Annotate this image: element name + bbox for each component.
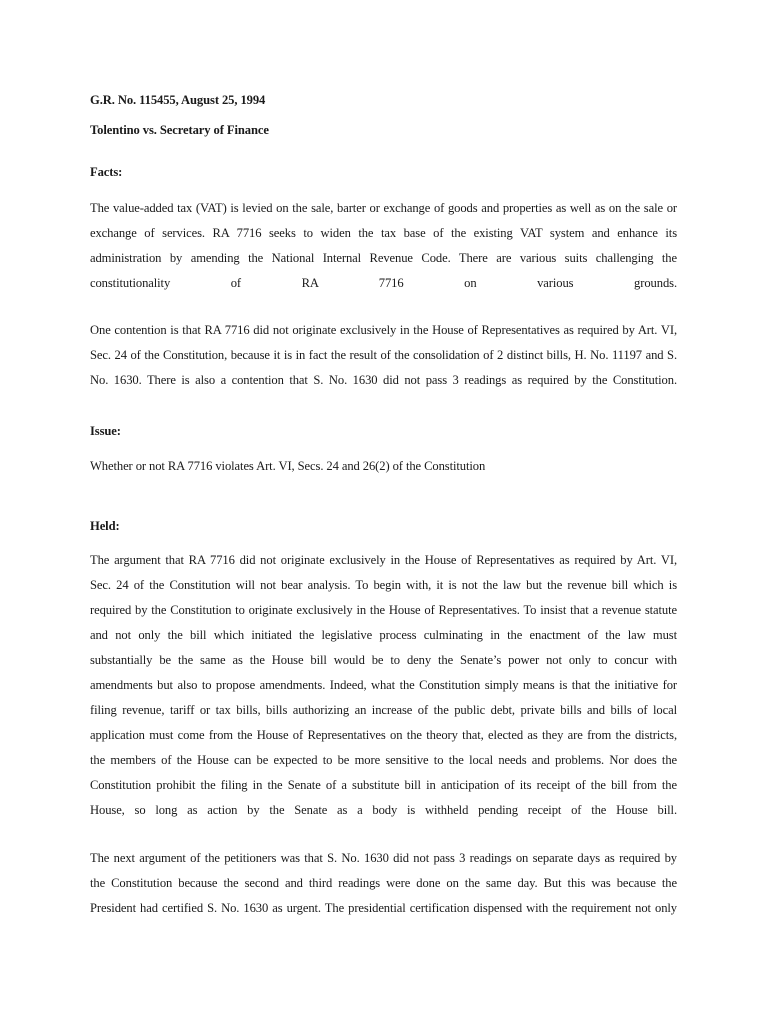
text-line: exchange of services. RA 7716 seeks to widen the tax base of the existing VAT system and enhance its	[90, 226, 677, 240]
facts-heading: Facts:	[90, 165, 123, 179]
text-line: The next argument of the petitioners was that S. No. 1630 did not pass 3 readings on separate days as required by	[90, 851, 677, 865]
issue-text: Whether or not RA 7716 violates Art. VI, Secs. 24 and 26(2) of the Constitution	[90, 459, 486, 473]
text-line: The argument that RA 7716 did not originate exclusively in the House of Representatives as required by Art. VI,	[90, 553, 677, 567]
text-line: amendments but also to propose amendments. Indeed, what the Constitution simply means is that the initiative for	[90, 678, 677, 692]
held-paragraph-2	[90, 846, 677, 921]
text-line: the members of the House can be expected to be more sensitive to the local needs and problems. Nor does the	[90, 753, 677, 767]
facts-paragraph-1	[90, 196, 677, 296]
text-line: Constitution prohibit the filing in the Senate of a substitute bill in anticipation of its receipt of the bill from the	[90, 778, 677, 792]
held-paragraph-1	[90, 548, 677, 823]
text-line: and not only the bill which initiated the legislative process culminating in the enactment of the law must	[90, 628, 677, 642]
text-line: No. 1630. There is also a contention that S. No. 1630 did not pass 3 readings as required by the Constitution.	[90, 373, 677, 387]
text-line: required by the Constitution to originate exclusively in the House of Representatives. To insist that a revenue statute	[90, 603, 677, 617]
text-line: President had certified S. No. 1630 as urgent. The presidential certification dispensed with the requirement not only	[90, 901, 677, 915]
text-line: administration by amending the National Internal Revenue Code. There are various suits challenging the	[90, 251, 677, 265]
text-line: Sec. 24 of the Constitution, because it is in fact the result of the consolidation of 2 distinct bills, H. No. 11197 and S.	[90, 348, 677, 362]
held-heading: Held:	[90, 519, 120, 533]
case-title: Tolentino vs. Secretary of Finance	[90, 123, 269, 137]
text-line: The value-added tax (VAT) is levied on the sale, barter or exchange of goods and properties as well as on the sale or	[90, 201, 677, 215]
text-line: substantially be the same as the House bill would be to deny the Senate’s power not only to concur with	[90, 653, 677, 667]
text-line: House, so long as action by the Senate as a body is withheld pending receipt of the House bill.	[90, 803, 677, 817]
text-line: Sec. 24 of the Constitution will not bear analysis. To begin with, it is not the law but the revenue bill which is	[90, 578, 677, 592]
facts-paragraph-2	[90, 318, 677, 393]
text-line: One contention is that RA 7716 did not originate exclusively in the House of Representatives as required by Art. VI,	[90, 323, 677, 337]
text-line: filing revenue, tariff or tax bills, bills authorizing an increase of the public debt, private bills and bills of local	[90, 703, 677, 717]
issue-heading: Issue:	[90, 424, 121, 438]
text-line: application must come from the House of Representatives on the theory that, elected as they are from the districts,	[90, 728, 677, 742]
case-citation: G.R. No. 115455, August 25, 1994	[90, 93, 266, 107]
text-line: the Constitution because the second and third readings were done on the same day. But this was because the	[90, 876, 677, 890]
text-line: constitutionality of RA 7716 on various grounds.	[90, 276, 677, 290]
